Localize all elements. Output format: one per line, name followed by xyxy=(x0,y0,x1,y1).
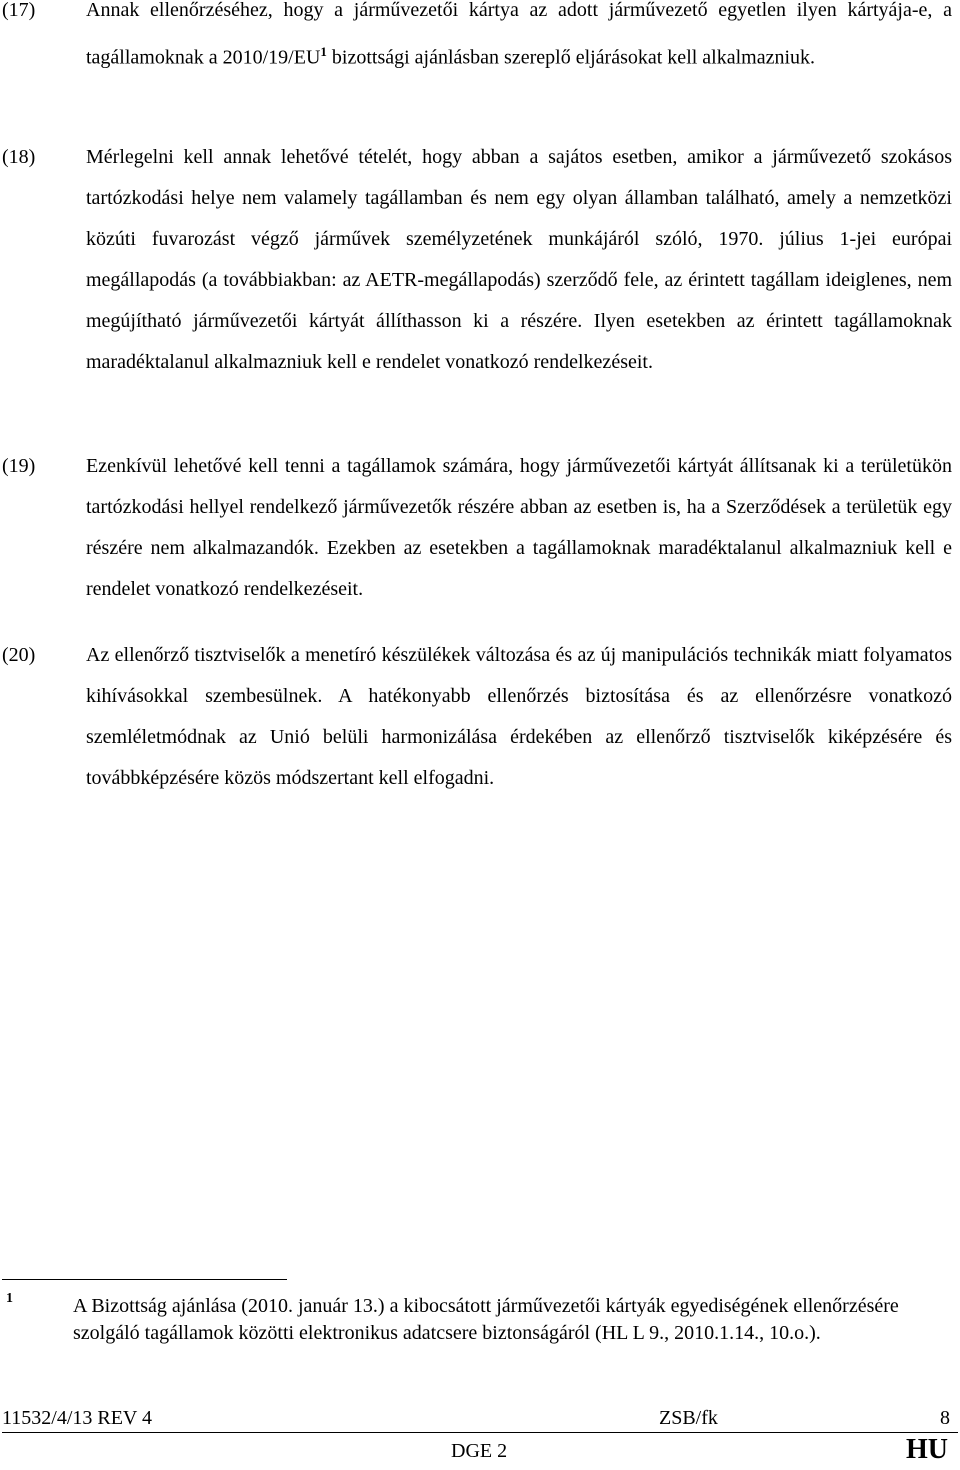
recital-text: Ezenkívül lehetővé kell tenni a tagállamok számára, hogy járművezetői kártyát állítsanak ki a területükön tartózkodási hellyel rendelkező járművezetők részére abban az esetben is, ha a Szerződések a területük egy részére nem alkalmazandók. Ezekben az esetekben a tagállamoknak maradéktalanul alkalmazniuk kell e rendelet vonatkozó rendelkezéseit. xyxy=(86,455,952,600)
footnote-text: A Bizottság ajánlása (2010. január 13.) a kibocsátott járművezetői kártyák egyediségének ellenőrzésére szolgáló tagállamok közötti elektronikus adatcsere biztonságáról (HL L 9., 2010.1.14., 10.o.). xyxy=(73,1295,899,1344)
recital-text xyxy=(86,0,952,79)
recital-number: (20) xyxy=(2,644,36,666)
recital-text: Mérlegelni kell annak lehetővé tételét, hogy abban a sajátos esetben, amikor a járművezető szokásos tartózkodási helye nem valamely tagállamban és nem egy olyan államban található, amely a nemzetközi közúti fuvarozást végző járművek személyzetének munkájáról szóló, 1970. július 1-jei európai megállapodás (a továbbiakban: az AETR-megállapodás) szerződő fele, az érintett tagállam ideiglenes, nem megújítható járművezetői kártyát állíthasson ki a részére. Ilyen esetekben az érintett tagállamoknak maradéktalanul alkalmazniuk kell e rendelet vonatkozó rendelkezéseit. xyxy=(86,146,952,373)
recital-text-part: Annak ellenőrzéséhez, hogy a járművezetői kártya az adott járművezető egyetlen ilyen kártyája-e, a tagállamoknak a 2010/19/EU xyxy=(86,0,952,69)
footnote-reference[interactable]: 1 xyxy=(320,44,327,59)
footer-document-reference: 11532/4/13 REV 4 xyxy=(2,1407,153,1429)
recital-number: (19) xyxy=(2,455,36,477)
footnote-number: 1 xyxy=(6,1291,13,1306)
recital-text-part: bizottsági ajánlásban szereplő eljárásokat kell alkalmazniuk. xyxy=(326,46,816,69)
footer-directorate: DGE 2 xyxy=(451,1440,508,1462)
footer-department: ZSB/fk xyxy=(659,1407,718,1429)
footer-language-code: HU xyxy=(906,1434,948,1465)
recital-number: (17) xyxy=(2,0,36,21)
footnote-separator xyxy=(2,1279,287,1280)
footer-page-number: 8 xyxy=(940,1407,950,1429)
recital-number: (18) xyxy=(2,146,36,168)
recital-text: Az ellenőrző tisztviselők a menetíró készülékek változása és az új manipulációs technikák miatt folyamatos kihívásokkal szembesülnek. A hatékonyabb ellenőrzés biztosítása és az ellenőrzésre vonatkozó szemléletmódnak az Unió belüli harmonizálása érdekében az ellenőrző tisztviselők kiképzésére és továbbképzésére közös módszertant kell elfogadni. xyxy=(86,644,952,789)
footer-separator xyxy=(2,1432,958,1433)
